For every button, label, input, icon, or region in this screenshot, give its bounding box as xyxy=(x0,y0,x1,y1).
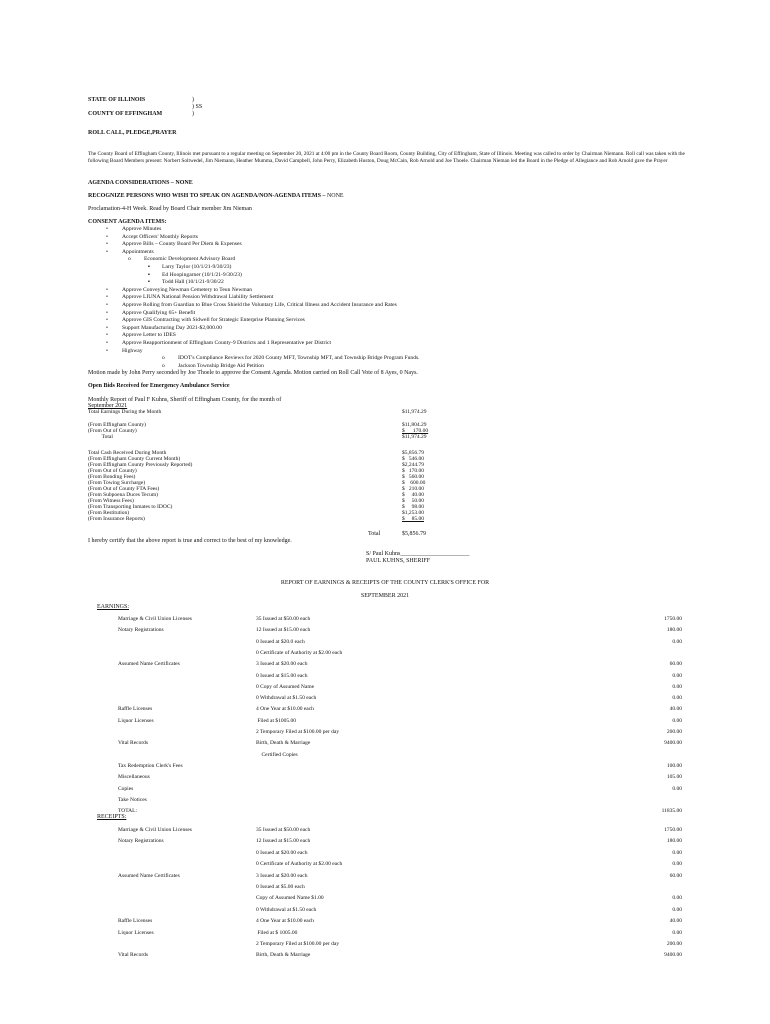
consent-item xyxy=(88,332,420,340)
sheriff-row-label: (From Towing Surcharge) xyxy=(88,480,146,486)
sheriff-row-label: (From Bonding Fees) xyxy=(88,474,136,480)
consent-item xyxy=(88,310,420,318)
bullet-marker: ▪ xyxy=(148,271,150,278)
row-description: Copy of Assumed Name $1.00 xyxy=(256,895,324,902)
table-row xyxy=(0,952,770,960)
consent-item-text: Larry Taylor (10/1/21-9/30/23) xyxy=(162,263,232,270)
table-row xyxy=(0,786,770,794)
sheriff-row-amount: $ 170.00 xyxy=(402,428,429,435)
consent-agenda-list xyxy=(88,226,420,370)
table-row xyxy=(0,718,770,726)
row-amount: 0.00 xyxy=(672,672,682,679)
row-amount: 0.00 xyxy=(672,849,682,856)
consent-item xyxy=(88,287,420,295)
bullet-marker: • xyxy=(106,301,108,308)
row-amount: 60.00 xyxy=(669,661,682,668)
sheriff-row-amount: $ 210.00 xyxy=(402,486,424,492)
table-row xyxy=(0,930,770,938)
row-amount: 40.00 xyxy=(669,918,682,925)
bullet-marker: • xyxy=(106,347,108,354)
row-category: Miscellaneous xyxy=(118,774,150,781)
sheriff-row-amount: $11,804.29 xyxy=(402,422,427,428)
bullet-marker: ▪ xyxy=(148,279,150,286)
table-row xyxy=(0,827,770,835)
receipts-heading: RECEIPTS: xyxy=(97,814,127,820)
row-category: Copies xyxy=(118,785,134,792)
table-row xyxy=(0,763,770,771)
consent-item-text: Approve Conveying Newman Cemetery to Teun Newman xyxy=(122,286,252,293)
row-description: 35 Issued at $50.00 each xyxy=(256,827,311,833)
row-description: 2 Temporary Filed at $100.00 per day xyxy=(256,941,340,947)
table-row xyxy=(0,706,770,714)
sheriff-row-amount: $ 50.00 xyxy=(402,498,424,504)
row-description: 0 Issued at $20.0 each xyxy=(256,638,305,645)
consent-item xyxy=(88,355,420,363)
table-row xyxy=(0,838,770,846)
row-category: Raffle Licenses xyxy=(118,918,153,925)
row-description: 0 Copy of Assumed Name xyxy=(256,683,315,690)
sheriff-total-value: $5,856.79 xyxy=(402,531,426,537)
sheriff-row-amount: $ 600.00 xyxy=(402,480,426,486)
consent-item xyxy=(88,241,420,249)
sheriff-row-amount: $ 560.00 xyxy=(402,474,424,480)
consent-agenda-heading: CONSENT AGENDA ITEMS: xyxy=(88,219,167,225)
consent-item xyxy=(88,249,420,257)
sheriff-signature: S/ Paul Kuhns xyxy=(366,551,401,557)
table-row xyxy=(0,740,770,748)
consent-item xyxy=(88,325,420,333)
consent-item-text: Approve Letter to IDES xyxy=(122,332,176,339)
sheriff-intro-line-2: September 2021 xyxy=(88,403,128,409)
table-row xyxy=(0,873,770,881)
consent-item-text: Support Manufacturing Day 2021-$2,000.00 xyxy=(122,324,222,331)
row-amount: 0.00 xyxy=(672,683,682,690)
motion-text: Motion made by John Perry seconded by Joe Thoele to approve the Consent Agenda. Motion carried on Roll Call Vote of 8 Ayes, 0 Nays. xyxy=(88,370,418,376)
sheriff-row-label: (From Transporting Inmates to IDOC) xyxy=(88,504,173,510)
header-ss: ) SS xyxy=(192,104,203,110)
agenda-considerations: AGENDA CONSIDERATIONS – NONE xyxy=(88,180,193,186)
consent-item-text: Approve Qualifying 65+ Benefit xyxy=(122,309,196,316)
table-row xyxy=(0,895,770,903)
consent-item-text: Appointments xyxy=(122,248,154,255)
sheriff-row-amount: $5,856.79 xyxy=(402,450,424,456)
consent-item xyxy=(88,256,420,264)
sheriff-intro-line-1: Monthly Report of Paul F Kuhns, Sheriff of Effingham County, for the month of xyxy=(88,397,282,403)
row-description: 4 One Year at $10.00 each xyxy=(256,918,314,925)
consent-item-text: Approve LIUNA National Pension Withdrawal Liability Settlement xyxy=(122,294,274,301)
consent-item-text: IDOT's Compliance Reviews for 2020 County MFT, Township MFT, and Township Bridge Program Funds. xyxy=(178,355,420,362)
row-description: 12 Issued at $15.00 each xyxy=(256,838,311,845)
table-row xyxy=(0,884,770,892)
sheriff-total-label: Total xyxy=(368,531,381,537)
row-amount: 1750.00 xyxy=(664,616,682,622)
row-category: Liquor Licenses xyxy=(118,929,154,936)
header-paren-3: ) xyxy=(192,111,194,117)
consent-item-text: Approve GIS Contracting with Sidwell for Strategic Enterprise Planning Services xyxy=(122,317,305,324)
table-row xyxy=(0,673,770,681)
row-category: Tax Redemption Clerk's Fees xyxy=(118,762,183,769)
row-amount: 11835.00 xyxy=(661,808,682,815)
row-amount: 200.00 xyxy=(666,729,682,735)
row-description: Filed at $ 1005.00 xyxy=(256,929,298,936)
sheriff-row-amount: $ 40.00 xyxy=(402,492,424,498)
row-amount: 0.00 xyxy=(672,906,682,913)
sheriff-row-label: (From Insurance Reports) xyxy=(88,516,145,522)
sheriff-row-amount: $1,253.00 xyxy=(402,510,424,516)
sheriff-row-label: (From Out of County) xyxy=(88,428,137,435)
bullet-marker: • xyxy=(106,324,108,331)
row-category: Notary Registrations xyxy=(118,838,164,845)
bullet-marker: o xyxy=(162,362,165,369)
bullet-marker: o xyxy=(162,355,165,362)
roll-call-paragraph: The County Board of Effingham County, Illinois met pursuant to a regular meeting on September 20, 2021 at 4:00 pm in the County Board Room, County Building, City of Effingham, State of Illinois. Meeting was called to order by Chairman Niemann. Roll call was taken with the following Board Members present: Norbert Soltwedel, Jim Niemann, Heather Mumma, David Campbell, John Perry, Elizabeth Huston, Doug McCain, Rob Arnold and Joe Thoele. Chairman Nieman led the Board in the Pledge of Allegiance and Rob Arnold gave the Prayer xyxy=(88,151,685,164)
sheriff-row-label: (From Out of County FTA Fees) xyxy=(88,486,160,492)
row-description: 3 Issued at $20.00 each xyxy=(256,661,308,668)
row-category: Assumed Name Certificates xyxy=(118,661,180,668)
row-description: Birth, Death & Marriage xyxy=(256,952,311,959)
sheriff-signature-rule: _______________________ xyxy=(400,551,470,557)
sheriff-row-label: (From Witness Fees) xyxy=(88,498,134,504)
row-category: Marriage & Civil Union Licenses xyxy=(118,827,192,833)
consent-item xyxy=(88,234,420,242)
consent-item-text: Accept Officers' Monthly Reports xyxy=(122,233,198,240)
row-category: Vital Records xyxy=(118,740,149,747)
recognize-persons-none: NONE xyxy=(325,193,344,199)
row-category: Take Notices xyxy=(118,796,147,803)
row-description: 0 Issued at $15.00 each xyxy=(256,672,308,679)
sheriff-row-label: (From Effingham County) xyxy=(88,422,146,428)
sheriff-row-amount: $2,244.79 xyxy=(402,462,424,468)
table-row xyxy=(0,907,770,915)
table-row xyxy=(0,774,770,782)
bullet-marker: o xyxy=(128,256,131,263)
proclamation: Proclamation-4-H Week. Read by Board Chair member Jim Nieman xyxy=(88,206,252,212)
consent-item xyxy=(88,272,420,280)
table-row xyxy=(0,695,770,703)
table-row xyxy=(0,797,770,805)
county-label: COUNTY OF EFFINGHAM xyxy=(88,111,163,117)
row-description: 0 Certificate of Authority at $2.00 each xyxy=(256,649,343,656)
row-category: Marriage & Civil Union Licenses xyxy=(118,616,192,622)
row-description: Filed at $1005.00 xyxy=(256,717,297,724)
bullet-marker: • xyxy=(106,339,108,346)
consent-item xyxy=(88,264,420,272)
table-row xyxy=(0,627,770,635)
row-description: Birth, Death & Marriage xyxy=(256,740,311,747)
row-amount: 60.00 xyxy=(669,872,682,879)
bullet-marker: • xyxy=(106,286,108,293)
consent-item-text: Approve Bills – County Board Per Diem & Expenses xyxy=(122,241,242,248)
sheriff-row-label: Total xyxy=(88,434,113,441)
earnings-heading: EARNINGS: xyxy=(97,604,130,610)
sheriff-row-amount: $11,974.29 xyxy=(402,434,427,441)
table-row xyxy=(0,616,770,624)
row-category: Raffle Licenses xyxy=(118,706,153,713)
sheriff-row-amount: $ 98.00 xyxy=(402,504,424,510)
consent-item-text: Approve Minutes xyxy=(122,226,162,232)
consent-item-text: Economic Development Advisory Board xyxy=(144,256,236,263)
table-row xyxy=(0,941,770,949)
row-description: 2 Temporary Filed at $100.00 per day xyxy=(256,729,340,735)
consent-item-text: Approve Reapportionment of Effingham County-9 Districts and 1 Representative per District xyxy=(122,339,331,346)
sheriff-row xyxy=(88,516,488,522)
consent-item xyxy=(88,348,420,356)
row-amount: 0.00 xyxy=(672,785,682,792)
recognize-persons-heading: RECOGNIZE PERSONS WHO WISH TO SPEAK ON AGENDA/NON-AGENDA ITEMS – xyxy=(88,193,326,199)
sheriff-row-amount: $ 170.00 xyxy=(402,468,424,474)
row-amount: 9400.00 xyxy=(664,740,682,747)
row-amount: 105.00 xyxy=(666,774,682,781)
table-row xyxy=(0,639,770,647)
sheriff-row-label: (From Out of County) xyxy=(88,468,137,474)
bullet-marker: • xyxy=(106,241,108,248)
sheriff-row-label: (From Effingham County Current Month) xyxy=(88,456,181,462)
clerk-report-month: SEPTEMBER 2021 xyxy=(360,593,410,599)
bullet-marker: • xyxy=(106,309,108,316)
row-amount: 180.00 xyxy=(666,838,682,845)
consent-item-text: Approve Rolling from Guardian to Blue Cross Shield the Voluntary Life, Critical Illness and Accident Insurance and Rates xyxy=(122,301,397,308)
row-amount: 200.00 xyxy=(666,941,682,947)
row-amount: 180.00 xyxy=(666,627,682,634)
row-description: 0 Withdrawal at $1.50 each xyxy=(256,695,317,702)
row-description: 35 Issued at $50.00 each xyxy=(256,616,311,622)
sheriff-total-earnings-label: Total Earnings During the Month xyxy=(88,409,162,415)
roll-call-heading: ROLL CALL, PLEDGE,PRAYER xyxy=(88,130,177,136)
row-description: 0 Issued at $5.00 each xyxy=(256,884,305,890)
consent-item xyxy=(88,294,420,302)
bullet-marker: • xyxy=(106,317,108,324)
consent-item xyxy=(88,317,420,325)
row-amount: 0.00 xyxy=(672,717,682,724)
sheriff-row-label: Total Cash Received During Month xyxy=(88,450,167,456)
sheriff-row-amount: $ 85.00 xyxy=(402,516,424,522)
row-amount: 0.00 xyxy=(672,895,682,902)
sheriff-row-label: (From Subpoena Duces Tecum) xyxy=(88,492,158,498)
row-description: 0 Issued at $20.00 each xyxy=(256,849,308,856)
row-category: Liquor Licenses xyxy=(118,717,154,724)
table-row xyxy=(0,752,770,760)
row-amount: 9400.00 xyxy=(664,952,682,959)
table-row xyxy=(0,661,770,669)
sheriff-signer: PAUL KUHNS, SHERIFF xyxy=(366,558,431,564)
bullet-marker: • xyxy=(106,226,108,232)
row-amount: 0.00 xyxy=(672,929,682,936)
row-amount: 0.00 xyxy=(672,695,682,702)
bullet-marker: • xyxy=(106,294,108,301)
bullet-marker: • xyxy=(106,248,108,255)
consent-item xyxy=(88,302,420,310)
row-amount: 0.00 xyxy=(672,638,682,645)
consent-item-text: Todd Hall (10/1/21-9/30/22 xyxy=(162,279,224,286)
table-row xyxy=(0,850,770,858)
row-category: TOTAL: xyxy=(118,808,138,815)
recognize-persons-line xyxy=(88,193,344,201)
row-description: 4 One Year at $10.00 each xyxy=(256,706,314,713)
clerk-report-title: REPORT OF EARNINGS & RECEIPTS OF THE COUNTY CLERK'S OFFICE FOR xyxy=(280,580,490,586)
row-description: 12 Issued at $15.00 each xyxy=(256,627,311,634)
bullet-marker: • xyxy=(106,332,108,339)
bullet-marker: ▪ xyxy=(148,263,150,270)
consent-item xyxy=(88,226,420,234)
consent-item xyxy=(88,340,420,348)
bullet-marker: • xyxy=(106,233,108,240)
row-amount: 40.00 xyxy=(669,706,682,713)
row-category: Vital Records xyxy=(118,952,149,959)
row-description: 3 Issued at $20.00 each xyxy=(256,872,308,879)
sheriff-certify: I hereby certify that the above report is true and correct to the best of my knowledge. xyxy=(88,538,292,544)
consent-item-text: Ed Hoopingarner (10/1/21-9/30/23) xyxy=(162,271,242,278)
sheriff-row xyxy=(88,434,488,440)
sheriff-row-label: (From Restitution) xyxy=(88,510,130,516)
row-category: Assumed Name Certificates xyxy=(118,872,180,879)
row-amount: 0.00 xyxy=(672,861,682,868)
header-paren-1: ) xyxy=(192,97,194,103)
row-category: Notary Registrations xyxy=(118,627,164,634)
open-bids-heading: Open Bids Received for Emergency Ambulance Service xyxy=(88,383,230,389)
row-amount: 100.00 xyxy=(666,762,682,769)
consent-item-text: Highway xyxy=(122,347,143,354)
sheriff-row-label: (From Effingham County Previously Reported) xyxy=(88,462,193,468)
sheriff-total-earnings-value: $11,974.29 xyxy=(402,409,427,415)
consent-item xyxy=(88,279,420,287)
row-description: Certified Copies xyxy=(256,751,298,758)
table-row xyxy=(0,861,770,869)
state-label: STATE OF ILLINOIS xyxy=(88,97,146,103)
table-row xyxy=(0,650,770,658)
sheriff-total-earnings-row xyxy=(88,409,488,415)
consent-item-text: Jackson Township Bridge Aid Petition xyxy=(178,362,264,369)
table-row xyxy=(0,729,770,737)
row-description: 0 Withdrawal at $1.50 each xyxy=(256,906,317,913)
table-row xyxy=(0,684,770,692)
row-description: 0 Certificate of Authority at $2.00 each xyxy=(256,861,343,868)
sheriff-row-amount: $ 546.00 xyxy=(402,456,424,462)
table-row xyxy=(0,918,770,926)
row-amount: 1750.00 xyxy=(664,827,682,833)
